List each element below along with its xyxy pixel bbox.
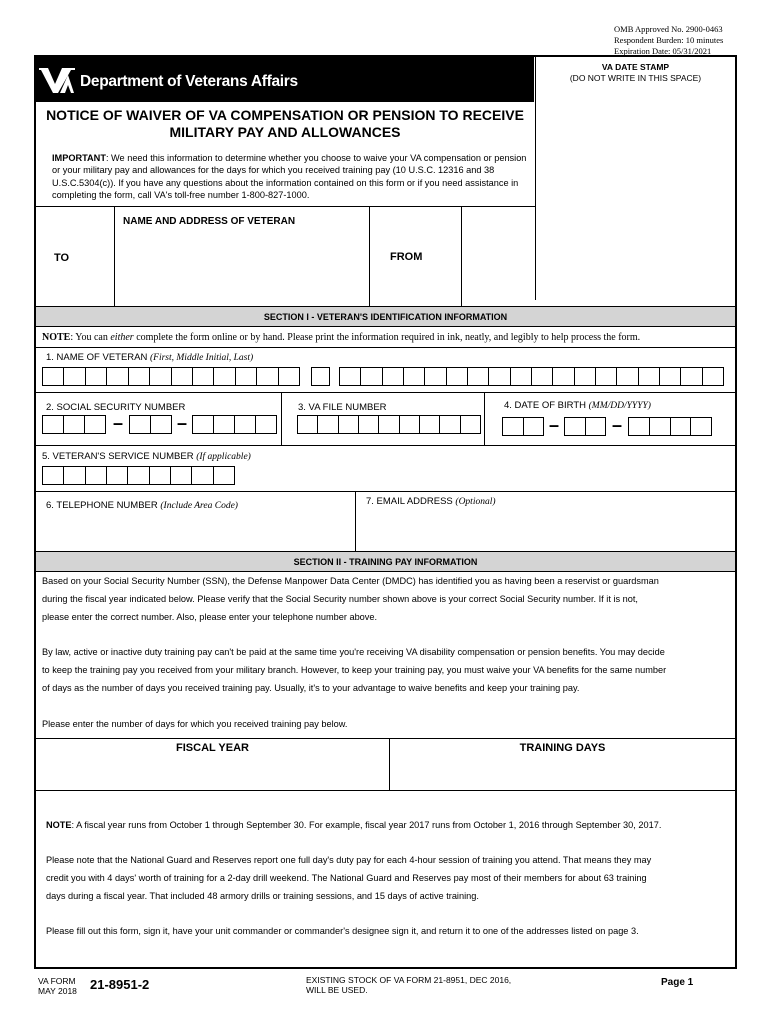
note-line [36, 347, 735, 348]
fiscal-year-note [46, 816, 736, 834]
first-name-input[interactable] [42, 367, 300, 386]
ssn-dash-2: – [177, 413, 188, 433]
service-label-text: 5. VETERAN'S SERVICE NUMBER [42, 451, 194, 462]
dob-year-input[interactable] [628, 417, 712, 436]
ssn-file-divider [281, 392, 282, 445]
address-div-2 [369, 206, 370, 306]
veteran-name-address-label: NAME AND ADDRESS OF VETERAN [123, 216, 296, 227]
note-pre: : You can [70, 332, 111, 343]
para4-line3: days during a fiscal year. That included 48 armory drills or training sessions, and 15 days of active training. [46, 891, 479, 901]
file-dob-divider [484, 392, 485, 445]
existing-stock-note [306, 975, 511, 995]
fiscal-note-text: : A fiscal year runs from October 1 through September 30. For example, fiscal year 2017 runs from October 1, 2016 through September 30, 2017. [71, 820, 662, 830]
name-label-text: 1. NAME OF VETERAN [46, 352, 148, 363]
dob-dash-1: – [549, 415, 560, 435]
para1-line2: during the fiscal year indicated below. Please verify that the Social Security number shown above is your correct Social Security number. If it is not, [42, 594, 638, 604]
ssn-part1-input[interactable] [42, 415, 106, 434]
return-instruction: Please fill out this form, sign it, have your unit commander or commander's designee sign it, and return it to one of the addresses listed on page 3. [46, 926, 639, 936]
para4-line2: credit you with 4 days' worth of training for a 2-day drill weekend. The National Guard and Reserves pay most of their members for about 63 training [46, 873, 647, 883]
va-file-input[interactable] [297, 415, 481, 434]
dob-label [504, 400, 651, 411]
omb-number: OMB Approved No. 2900-0463 [614, 24, 723, 34]
form-date: MAY 2018 [38, 986, 77, 996]
email-label [366, 496, 496, 507]
stock-line2: WILL BE USED. [306, 985, 368, 995]
stamp-note: (DO NOT WRITE IN THIS SPACE) [569, 73, 702, 83]
page-number: Page 1 [661, 977, 694, 988]
service-number-label [42, 451, 251, 462]
dob-month-input[interactable] [502, 417, 544, 436]
row-line-4 [36, 491, 735, 492]
stamp-title: VA DATE STAMP [601, 62, 670, 72]
service-number-input[interactable] [42, 466, 235, 485]
middle-initial-input[interactable] [311, 367, 330, 386]
email-input[interactable] [360, 510, 732, 548]
para1-line1: Based on your Social Security Number (SSN), the Defense Manpower Data Center (DMDC) has identified you as having been a reservist or guardsman [42, 576, 659, 586]
ssn-part3-input[interactable] [192, 415, 277, 434]
ssn-verification-paragraph [42, 572, 732, 626]
para4-line1: Please note that the National Guard and Reserves report one full day's duty pay for each 4-hour session of training you attend. That means they may [46, 855, 652, 865]
form-title-line1: NOTICE OF WAIVER OF VA COMPENSATION OR PENSION TO RECEIVE [46, 107, 524, 123]
dob-day-input[interactable] [564, 417, 606, 436]
section-1-note [42, 332, 640, 343]
name-hint: (First, Middle Initial, Last) [150, 353, 254, 363]
form-title [36, 107, 534, 141]
email-label-text: 7. EMAIL ADDRESS [366, 496, 453, 507]
training-days-field[interactable] [390, 758, 734, 789]
ssn-label: 2. SOCIAL SECURITY NUMBER [46, 402, 186, 413]
section-2-header: SECTION II - TRAINING PAY INFORMATION [36, 551, 735, 572]
omb-block [614, 24, 723, 57]
va-form-label: VA FORM [38, 976, 76, 986]
from-label: FROM [390, 251, 423, 263]
enter-days-instruction: Please enter the number of days for which you received training pay below. [42, 719, 348, 729]
phone-label-text: 6. TELEPHONE NUMBER [46, 500, 158, 511]
last-name-input[interactable] [339, 367, 724, 386]
para1-line3: please enter the correct number. Also, please enter your telephone number above. [42, 612, 378, 622]
dob-hint: (MM/DD/YYYY) [588, 401, 651, 411]
expiration-date: Expiration Date: 05/31/2021 [614, 46, 712, 56]
fiscal-year-field[interactable] [37, 758, 388, 789]
from-address-field[interactable] [462, 207, 735, 306]
para2-line1: By law, active or inactive duty training pay can't be paid at the same time you're receiving VA disability compensation or pension benefits. You may decide [42, 647, 665, 657]
row-line-2 [36, 392, 735, 393]
form-id-block [38, 976, 77, 996]
agency-name: Department of Veterans Affairs [80, 73, 298, 90]
stock-line1: EXISTING STOCK OF VA FORM 21-8951, DEC 2016, [306, 975, 512, 985]
table-top-line [36, 738, 735, 739]
note-emphasis: either [110, 332, 134, 343]
va-logo-icon [38, 64, 76, 94]
form-title-line2: MILITARY PAY AND ALLOWANCES [169, 124, 401, 140]
form-number: 21-8951-2 [90, 977, 150, 992]
important-notice [52, 152, 530, 202]
dob-label-text: 4. DATE OF BIRTH [504, 400, 586, 411]
important-label: IMPORTANT [52, 153, 106, 163]
section-1-header: SECTION I - VETERAN'S IDENTIFICATION INFORMATION [36, 306, 735, 327]
row-line-3 [36, 445, 735, 446]
va-file-label: 3. VA FILE NUMBER [298, 402, 387, 413]
para2-line2: to keep the training pay you received from your military branch. However, to keep your training pay, you must waive your VA benefits for the same number [42, 665, 667, 675]
para2-line3: of days as the number of days you received training pay. Usually, it's to your advantage to waive benefits and keep your training pay. [42, 683, 580, 693]
note-label: NOTE [42, 332, 71, 343]
training-days-header: TRAINING DAYS [519, 742, 606, 754]
phone-label [46, 500, 238, 511]
table-bottom-line [36, 790, 735, 791]
veteran-name-label [46, 352, 253, 363]
service-hint: (If applicable) [196, 452, 251, 462]
phone-hint: (Include Area Code) [160, 501, 238, 511]
dob-dash-2: – [612, 415, 623, 435]
phone-email-divider [355, 491, 356, 551]
ssn-dash-1: – [113, 413, 124, 433]
important-text: : We need this information to determine whether you choose to waive your VA compensation or pension or your military pay and allowances for the days for which you received training pay (10 U.S.C. 12316 and 38 U.S.C.5304(c)). If you have any questions about the information contained on this form or if you need assistance in completing the form, call VA's toll-free number 1-800-827-1000. [52, 153, 527, 201]
email-hint: (Optional) [455, 497, 496, 507]
respondent-burden: Respondent Burden: 10 minutes [614, 35, 724, 45]
phone-input[interactable] [40, 514, 352, 548]
training-pay-law-paragraph [42, 643, 732, 697]
to-label: TO [54, 252, 70, 264]
fiscal-note-label: NOTE [46, 820, 72, 830]
veteran-address-field[interactable] [115, 228, 369, 305]
ssn-part2-input[interactable] [129, 415, 172, 434]
note-post: complete the form online or by hand. Please print the information required in ink, neatly, and legibly to help process the form. [133, 332, 641, 343]
guard-reserves-paragraph [46, 851, 736, 905]
fiscal-year-header: FISCAL YEAR [176, 742, 249, 754]
